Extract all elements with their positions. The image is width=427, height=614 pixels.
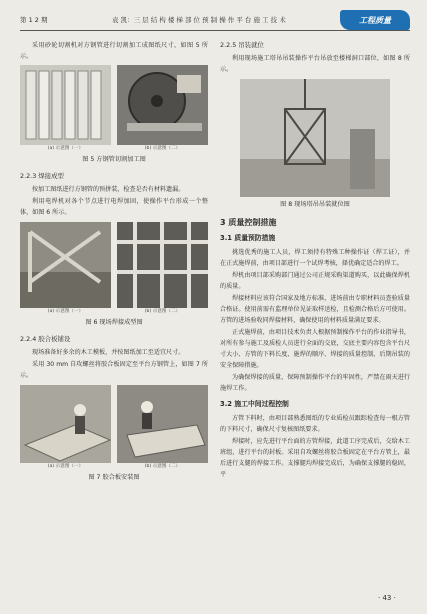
- paragraph: 焊机由项目部采购部门通过公司正规采购渠道购买，以此确保焊机的质量。: [220, 272, 410, 290]
- figure-7-caption: 图 7 胶合板安装图: [88, 474, 140, 481]
- cutting-saw-illustration: [117, 65, 208, 145]
- figure-6a-label: (a) 示意图（一）: [47, 309, 84, 314]
- left-column: [20, 40, 208, 489]
- figure-8-caption: 图 8 现场塔吊吊装就位图: [280, 201, 350, 208]
- paragraph: 采用砂轮切割机对方钢管进行切割加工成图纸尺寸，如图 5 所示。: [20, 42, 208, 60]
- paragraph: 现场准备好多余的木工模板，并按图纸加工至适宜尺寸。: [32, 349, 185, 356]
- section-2-2-3: 2.2.3 焊接成型: [20, 172, 64, 180]
- right-column: [220, 40, 410, 481]
- paragraph: 按加工图纸进行方钢管的预拼装，检查是否有材料遗漏。: [32, 186, 185, 193]
- figure-6: [20, 222, 208, 315]
- paragraph: 焊接材料应该符合国家及地方标准，进场前由专职材料员查验质量合格证。使用前需有监理单位见证取样送检，且检测合格后方可使用。方管的进场验收同焊接材料，确保使用的材料质量满足要求。: [220, 295, 410, 324]
- paragraph: 焊接时，应先进行平台面的方管焊接，此道工序完成后，交给木工班组，进行平台的封板。采用自攻螺丝将胶合板固定在平台方管上，最后进行支腿的焊接工作。支撑腿均焊接完成后，为确保支撑腿的稳固，平: [220, 438, 410, 478]
- figure-5b-photo: [117, 65, 208, 145]
- figure-7b-photo: [117, 385, 208, 463]
- page-header: [0, 0, 427, 34]
- header-rule: [20, 30, 410, 31]
- paragraph: 正式施焊前，由项目技术负责人根据预制操作平台的作业指导书，对所有参与施工及质检人员进行全面的交底，交底主要内容包含平台尺寸大小、方管的下料长度、施焊的顺序、焊接的质量控制、后期吊装的安全保障措施。: [220, 329, 410, 369]
- figure-5b-label: (b) 示意图（二）: [144, 146, 181, 151]
- section-3-1-heading: 3.1 质量预防措施: [220, 234, 276, 242]
- section-2-2-4: 2.2.4 胶合板铺设: [20, 335, 71, 343]
- paragraph: 采用 30 mm 自攻螺丝将胶合板固定至平台方钢管上，如图 7 所示。: [20, 361, 208, 379]
- paragraph: 利用现场施工塔吊吊装操作平台吊放至楼梯洞口部位，如图 8 所示。: [220, 55, 410, 73]
- figure-6-caption: 图 6 现场焊接成型图: [85, 319, 143, 326]
- figure-6b-label: (b) 示意图（二）: [144, 309, 181, 314]
- welding-frame-illustration: [20, 222, 111, 308]
- welded-platform-illustration: [117, 222, 208, 308]
- paragraph: 方管下料时，由项目部熟悉图纸的专业质检员跟踪检查每一根方管的下料尺寸，确保尺寸复核图纸要求。: [220, 415, 410, 433]
- running-title: 袁 凯：三 层 结 构 楼 梯 部 位 预 制 操 作 平 台 施 工 技 术: [112, 16, 286, 24]
- paragraph: 挑选优秀的施工人员，焊工须持有特殊工种操作证（焊工证），并在正式施焊前，由项目部进行一个试焊考核，择优确定适合的焊工。: [220, 249, 410, 267]
- figure-7a-photo: [20, 385, 111, 463]
- plywood-install-illustration-1: [20, 385, 111, 463]
- paragraph: 为确保焊接的质量，保障预制操作平台的牢固性，严禁在雨天进行施焊工作。: [220, 374, 410, 392]
- journal-logo-text: 工程质量: [359, 15, 391, 25]
- figure-6a-photo: [20, 222, 111, 308]
- issue-number: 第 1 2 期: [20, 16, 48, 24]
- figure-8-photo: [240, 79, 390, 197]
- section-3-2-heading: 3.2 施工中间过程控制: [220, 400, 289, 408]
- figure-5a-label: (a) 示意图（一）: [47, 146, 84, 151]
- paragraph: 利用电焊机对各个节点进行电焊加固，使操作平台形成一个整体，如图 6 所示。: [20, 198, 208, 216]
- figure-7a-label: (a) 示意图（一）: [47, 464, 84, 469]
- journal-logo: [340, 10, 410, 30]
- figure-5-caption: 图 5 方钢管切割加工图: [82, 156, 146, 163]
- figure-5: [20, 65, 208, 152]
- page-number: · 43 ·: [378, 594, 396, 602]
- figure-7: [20, 385, 208, 470]
- steel-tubes-illustration: [20, 65, 111, 145]
- section-2-2-5: 2.2.5 吊装就位: [220, 41, 264, 49]
- figure-7b-label: (b) 示意图（二）: [144, 464, 181, 469]
- section-3-heading: 3 质量控制措施: [220, 218, 277, 227]
- tower-crane-lift-illustration: [240, 79, 390, 197]
- plywood-install-illustration-2: [117, 385, 208, 463]
- figure-6b-photo: [117, 222, 208, 308]
- figure-5a-photo: [20, 65, 111, 145]
